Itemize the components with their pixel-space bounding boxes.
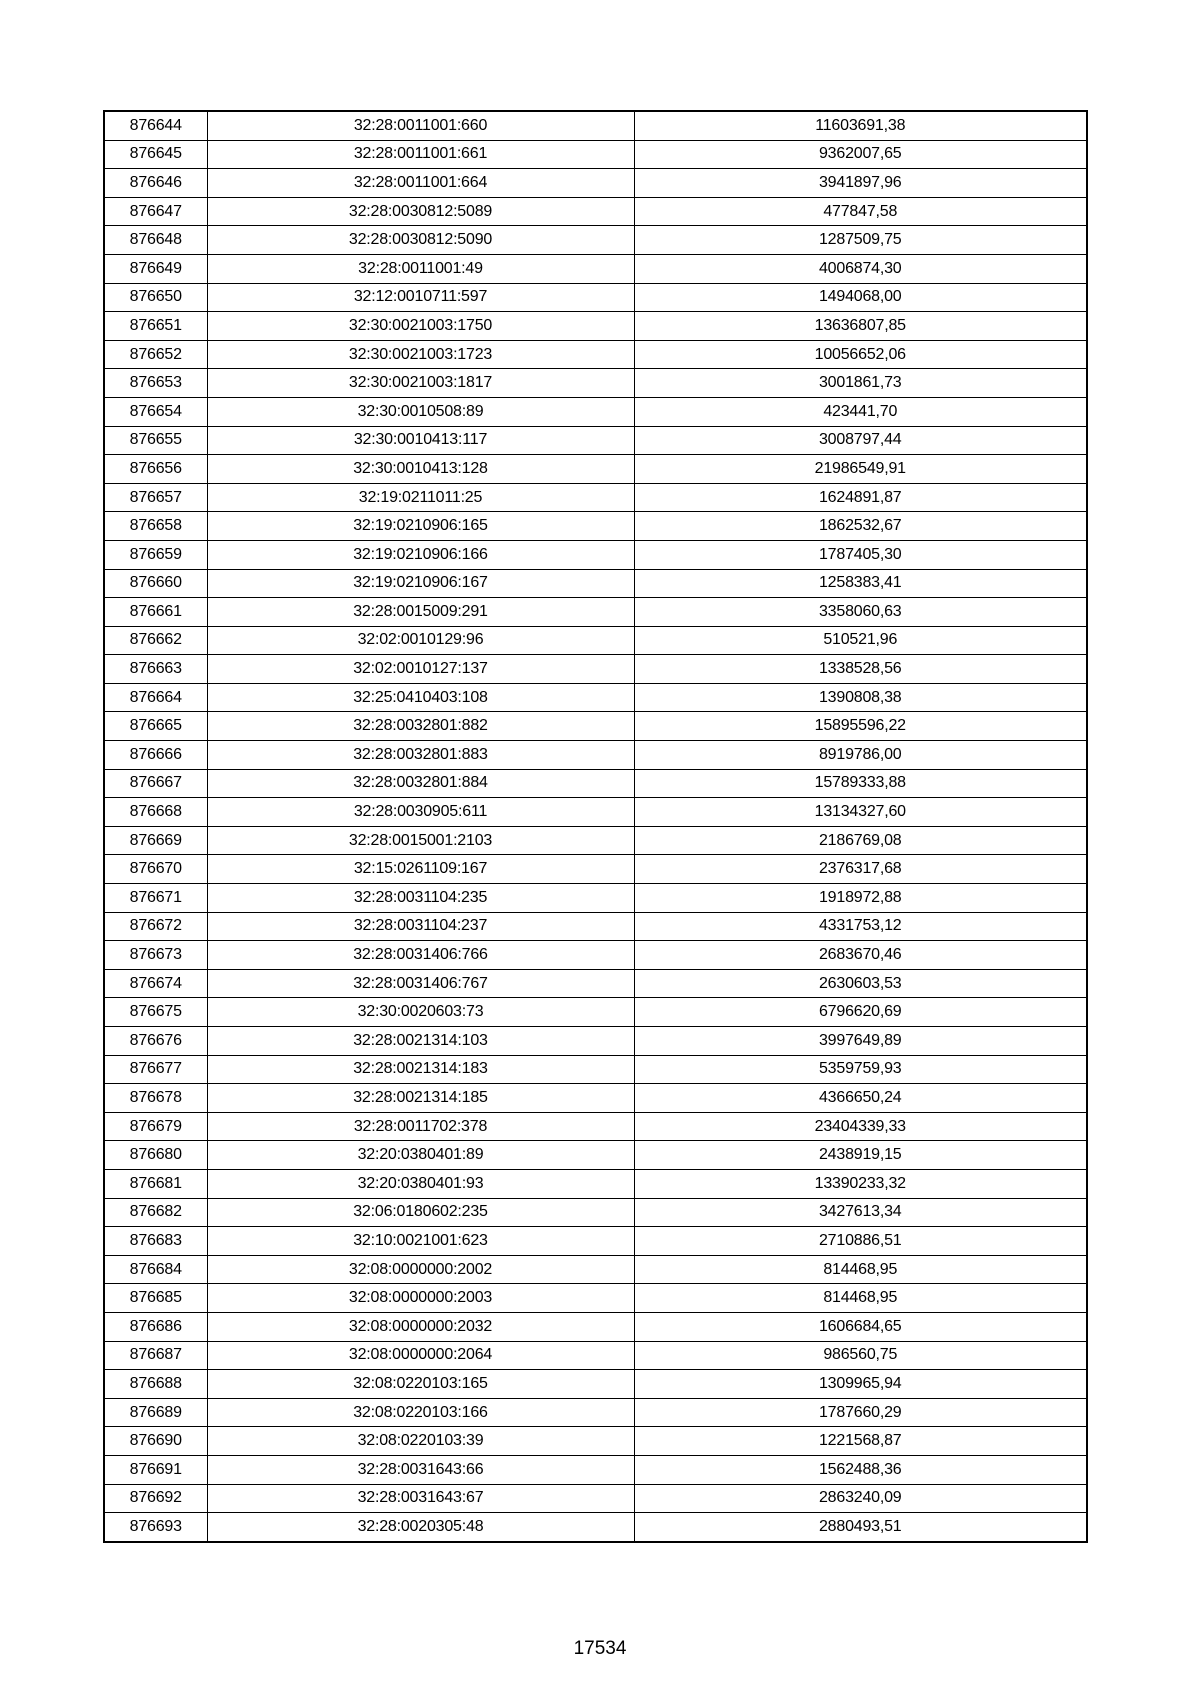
record-number-cell: 876657 bbox=[104, 483, 207, 512]
cadastral-number-cell: 32:30:0021003:1750 bbox=[207, 312, 634, 341]
cadastral-value-cell: 1606684,65 bbox=[634, 1312, 1087, 1341]
cadastral-number-cell: 32:25:0410403:108 bbox=[207, 683, 634, 712]
table-row bbox=[104, 140, 1087, 169]
table-row bbox=[104, 1341, 1087, 1370]
table-row bbox=[104, 1055, 1087, 1084]
table-row bbox=[104, 1513, 1087, 1542]
cadastral-value-cell: 2630603,53 bbox=[634, 969, 1087, 998]
table-row bbox=[104, 826, 1087, 855]
cadastral-number-cell: 32:30:0020603:73 bbox=[207, 998, 634, 1027]
cadastral-number-cell: 32:19:0210906:167 bbox=[207, 569, 634, 598]
cadastral-value-cell: 477847,58 bbox=[634, 197, 1087, 226]
table-row bbox=[104, 912, 1087, 941]
record-number-cell: 876676 bbox=[104, 1027, 207, 1056]
cadastral-value-cell: 2710886,51 bbox=[634, 1227, 1087, 1256]
record-number-cell: 876672 bbox=[104, 912, 207, 941]
record-number-cell: 876675 bbox=[104, 998, 207, 1027]
cadastral-value-cell: 814468,95 bbox=[634, 1255, 1087, 1284]
table-row bbox=[104, 369, 1087, 398]
cadastral-number-cell: 32:28:0031104:237 bbox=[207, 912, 634, 941]
cadastral-value-cell: 3941897,96 bbox=[634, 169, 1087, 198]
cadastral-number-cell: 32:02:0010129:96 bbox=[207, 626, 634, 655]
table-row bbox=[104, 998, 1087, 1027]
table-row bbox=[104, 397, 1087, 426]
cadastral-number-cell: 32:08:0000000:2003 bbox=[207, 1284, 634, 1313]
record-number-cell: 876690 bbox=[104, 1427, 207, 1456]
record-number-cell: 876648 bbox=[104, 226, 207, 255]
cadastral-value-cell: 814468,95 bbox=[634, 1284, 1087, 1313]
table-row bbox=[104, 1198, 1087, 1227]
table-row bbox=[104, 1312, 1087, 1341]
table-row bbox=[104, 626, 1087, 655]
cadastral-number-cell: 32:30:0021003:1817 bbox=[207, 369, 634, 398]
table-row bbox=[104, 598, 1087, 627]
record-number-cell: 876688 bbox=[104, 1370, 207, 1399]
table-row bbox=[104, 169, 1087, 198]
record-number-cell: 876683 bbox=[104, 1227, 207, 1256]
table-row bbox=[104, 1255, 1087, 1284]
table-row bbox=[104, 197, 1087, 226]
cadastral-value-cell: 2880493,51 bbox=[634, 1513, 1087, 1542]
cadastral-value-cell: 1787405,30 bbox=[634, 540, 1087, 569]
cadastral-number-cell: 32:28:0032801:882 bbox=[207, 712, 634, 741]
cadastral-value-cell: 13636807,85 bbox=[634, 312, 1087, 341]
cadastral-value-cell: 5359759,93 bbox=[634, 1055, 1087, 1084]
cadastral-number-cell: 32:10:0021001:623 bbox=[207, 1227, 634, 1256]
table-row bbox=[104, 455, 1087, 484]
cadastral-number-cell: 32:28:0032801:883 bbox=[207, 741, 634, 770]
table-row bbox=[104, 1027, 1087, 1056]
cadastral-number-cell: 32:20:0380401:93 bbox=[207, 1169, 634, 1198]
record-number-cell: 876691 bbox=[104, 1455, 207, 1484]
table-row bbox=[104, 655, 1087, 684]
cadastral-value-cell: 510521,96 bbox=[634, 626, 1087, 655]
table-row bbox=[104, 1141, 1087, 1170]
table-row bbox=[104, 569, 1087, 598]
cadastral-number-cell: 32:08:0000000:2032 bbox=[207, 1312, 634, 1341]
cadastral-number-cell: 32:08:0000000:2064 bbox=[207, 1341, 634, 1370]
record-number-cell: 876692 bbox=[104, 1484, 207, 1513]
table-row bbox=[104, 512, 1087, 541]
cadastral-value-cell: 1862532,67 bbox=[634, 512, 1087, 541]
cadastral-number-cell: 32:28:0031104:235 bbox=[207, 884, 634, 913]
cadastral-number-cell: 32:28:0031643:66 bbox=[207, 1455, 634, 1484]
cadastral-value-cell: 1221568,87 bbox=[634, 1427, 1087, 1456]
cadastral-value-cell: 3001861,73 bbox=[634, 369, 1087, 398]
table-row bbox=[104, 111, 1087, 140]
cadastral-value-cell: 3008797,44 bbox=[634, 426, 1087, 455]
cadastral-number-cell: 32:20:0380401:89 bbox=[207, 1141, 634, 1170]
table-row bbox=[104, 283, 1087, 312]
record-number-cell: 876646 bbox=[104, 169, 207, 198]
cadastral-value-cell: 4366650,24 bbox=[634, 1084, 1087, 1113]
cadastral-number-cell: 32:08:0220103:166 bbox=[207, 1398, 634, 1427]
record-number-cell: 876651 bbox=[104, 312, 207, 341]
cadastral-number-cell: 32:28:0031406:766 bbox=[207, 941, 634, 970]
record-number-cell: 876652 bbox=[104, 340, 207, 369]
table-row bbox=[104, 884, 1087, 913]
cadastral-number-cell: 32:30:0010413:128 bbox=[207, 455, 634, 484]
page-number: 17534 bbox=[573, 1638, 627, 1659]
record-number-cell: 876689 bbox=[104, 1398, 207, 1427]
cadastral-value-cell: 13390233,32 bbox=[634, 1169, 1087, 1198]
record-number-cell: 876649 bbox=[104, 254, 207, 283]
record-number-cell: 876664 bbox=[104, 683, 207, 712]
cadastral-value-cell: 3427613,34 bbox=[634, 1198, 1087, 1227]
cadastral-number-cell: 32:08:0000000:2002 bbox=[207, 1255, 634, 1284]
cadastral-number-cell: 32:28:0011001:661 bbox=[207, 140, 634, 169]
record-number-cell: 876654 bbox=[104, 397, 207, 426]
table-row bbox=[104, 769, 1087, 798]
record-number-cell: 876655 bbox=[104, 426, 207, 455]
record-number-cell: 876658 bbox=[104, 512, 207, 541]
cadastral-value-cell: 2683670,46 bbox=[634, 941, 1087, 970]
cadastral-value-cell: 13134327,60 bbox=[634, 798, 1087, 827]
table-row bbox=[104, 712, 1087, 741]
record-number-cell: 876659 bbox=[104, 540, 207, 569]
cadastral-number-cell: 32:28:0032801:884 bbox=[207, 769, 634, 798]
cadastral-value-table bbox=[103, 110, 1088, 1543]
cadastral-value-cell: 1562488,36 bbox=[634, 1455, 1087, 1484]
record-number-cell: 876673 bbox=[104, 941, 207, 970]
cadastral-value-cell: 1494068,00 bbox=[634, 283, 1087, 312]
table-row bbox=[104, 1427, 1087, 1456]
cadastral-value-cell: 3358060,63 bbox=[634, 598, 1087, 627]
cadastral-value-cell: 4331753,12 bbox=[634, 912, 1087, 941]
table-row bbox=[104, 969, 1087, 998]
record-number-cell: 876684 bbox=[104, 1255, 207, 1284]
cadastral-number-cell: 32:28:0011001:660 bbox=[207, 111, 634, 140]
cadastral-number-cell: 32:19:0210906:165 bbox=[207, 512, 634, 541]
cadastral-value-cell: 9362007,65 bbox=[634, 140, 1087, 169]
table-row bbox=[104, 741, 1087, 770]
cadastral-value-cell: 1338528,56 bbox=[634, 655, 1087, 684]
table-row bbox=[104, 1112, 1087, 1141]
record-number-cell: 876685 bbox=[104, 1284, 207, 1313]
cadastral-number-cell: 32:08:0220103:165 bbox=[207, 1370, 634, 1399]
cadastral-value-cell: 21986549,91 bbox=[634, 455, 1087, 484]
cadastral-number-cell: 32:28:0021314:183 bbox=[207, 1055, 634, 1084]
cadastral-value-cell: 2376317,68 bbox=[634, 855, 1087, 884]
cadastral-number-cell: 32:28:0030812:5090 bbox=[207, 226, 634, 255]
cadastral-number-cell: 32:30:0010508:89 bbox=[207, 397, 634, 426]
cadastral-value-cell: 10056652,06 bbox=[634, 340, 1087, 369]
table-row bbox=[104, 1370, 1087, 1399]
cadastral-value-cell: 4006874,30 bbox=[634, 254, 1087, 283]
cadastral-value-cell: 3997649,89 bbox=[634, 1027, 1087, 1056]
record-number-cell: 876647 bbox=[104, 197, 207, 226]
cadastral-number-cell: 32:28:0015001:2103 bbox=[207, 826, 634, 855]
record-number-cell: 876662 bbox=[104, 626, 207, 655]
cadastral-number-cell: 32:28:0011001:49 bbox=[207, 254, 634, 283]
cadastral-number-cell: 32:28:0020305:48 bbox=[207, 1513, 634, 1542]
record-number-cell: 876679 bbox=[104, 1112, 207, 1141]
cadastral-number-cell: 32:28:0021314:103 bbox=[207, 1027, 634, 1056]
record-number-cell: 876674 bbox=[104, 969, 207, 998]
cadastral-value-cell: 2186769,08 bbox=[634, 826, 1087, 855]
record-number-cell: 876668 bbox=[104, 798, 207, 827]
table-row bbox=[104, 1398, 1087, 1427]
table-row bbox=[104, 1455, 1087, 1484]
record-number-cell: 876663 bbox=[104, 655, 207, 684]
cadastral-number-cell: 32:30:0010413:117 bbox=[207, 426, 634, 455]
table-row bbox=[104, 540, 1087, 569]
table-row bbox=[104, 1284, 1087, 1313]
cadastral-number-cell: 32:30:0021003:1723 bbox=[207, 340, 634, 369]
cadastral-number-cell: 32:28:0011001:664 bbox=[207, 169, 634, 198]
record-number-cell: 876667 bbox=[104, 769, 207, 798]
table-row bbox=[104, 798, 1087, 827]
record-number-cell: 876686 bbox=[104, 1312, 207, 1341]
cadastral-number-cell: 32:06:0180602:235 bbox=[207, 1198, 634, 1227]
table-row bbox=[104, 1169, 1087, 1198]
record-number-cell: 876678 bbox=[104, 1084, 207, 1113]
record-number-cell: 876645 bbox=[104, 140, 207, 169]
cadastral-number-cell: 32:28:0031643:67 bbox=[207, 1484, 634, 1513]
cadastral-number-cell: 32:28:0011702:378 bbox=[207, 1112, 634, 1141]
table-row bbox=[104, 855, 1087, 884]
record-number-cell: 876693 bbox=[104, 1513, 207, 1542]
cadastral-value-cell: 1918972,88 bbox=[634, 884, 1087, 913]
record-number-cell: 876650 bbox=[104, 283, 207, 312]
record-number-cell: 876680 bbox=[104, 1141, 207, 1170]
record-number-cell: 876644 bbox=[104, 111, 207, 140]
cadastral-value-cell: 1624891,87 bbox=[634, 483, 1087, 512]
record-number-cell: 876671 bbox=[104, 884, 207, 913]
cadastral-value-cell: 423441,70 bbox=[634, 397, 1087, 426]
cadastral-value-cell: 986560,75 bbox=[634, 1341, 1087, 1370]
cadastral-value-cell: 15789333,88 bbox=[634, 769, 1087, 798]
cadastral-value-cell: 11603691,38 bbox=[634, 111, 1087, 140]
table-row bbox=[104, 1227, 1087, 1256]
cadastral-number-cell: 32:15:0261109:167 bbox=[207, 855, 634, 884]
record-number-cell: 876677 bbox=[104, 1055, 207, 1084]
table-row bbox=[104, 1084, 1087, 1113]
record-number-cell: 876670 bbox=[104, 855, 207, 884]
cadastral-value-cell: 1258383,41 bbox=[634, 569, 1087, 598]
cadastral-value-cell: 15895596,22 bbox=[634, 712, 1087, 741]
cadastral-number-cell: 32:28:0031406:767 bbox=[207, 969, 634, 998]
table-row bbox=[104, 254, 1087, 283]
cadastral-value-cell: 8919786,00 bbox=[634, 741, 1087, 770]
cadastral-number-cell: 32:19:0211011:25 bbox=[207, 483, 634, 512]
table-row bbox=[104, 226, 1087, 255]
record-number-cell: 876661 bbox=[104, 598, 207, 627]
record-number-cell: 876665 bbox=[104, 712, 207, 741]
table-row bbox=[104, 483, 1087, 512]
cadastral-number-cell: 32:19:0210906:166 bbox=[207, 540, 634, 569]
cadastral-number-cell: 32:28:0015009:291 bbox=[207, 598, 634, 627]
record-number-cell: 876656 bbox=[104, 455, 207, 484]
cadastral-value-cell: 1787660,29 bbox=[634, 1398, 1087, 1427]
cadastral-number-cell: 32:28:0030905:611 bbox=[207, 798, 634, 827]
table-row bbox=[104, 1484, 1087, 1513]
cadastral-value-cell: 2438919,15 bbox=[634, 1141, 1087, 1170]
record-number-cell: 876653 bbox=[104, 369, 207, 398]
record-number-cell: 876669 bbox=[104, 826, 207, 855]
cadastral-value-cell: 1309965,94 bbox=[634, 1370, 1087, 1399]
table-row bbox=[104, 426, 1087, 455]
table-row bbox=[104, 312, 1087, 341]
record-number-cell: 876681 bbox=[104, 1169, 207, 1198]
record-number-cell: 876682 bbox=[104, 1198, 207, 1227]
table-row bbox=[104, 683, 1087, 712]
cadastral-number-cell: 32:28:0030812:5089 bbox=[207, 197, 634, 226]
record-number-cell: 876666 bbox=[104, 741, 207, 770]
cadastral-value-cell: 6796620,69 bbox=[634, 998, 1087, 1027]
record-number-cell: 876687 bbox=[104, 1341, 207, 1370]
cadastral-number-cell: 32:12:0010711:597 bbox=[207, 283, 634, 312]
table-row bbox=[104, 340, 1087, 369]
table-row bbox=[104, 941, 1087, 970]
table-body bbox=[104, 111, 1087, 1542]
cadastral-value-cell: 1390808,38 bbox=[634, 683, 1087, 712]
record-number-cell: 876660 bbox=[104, 569, 207, 598]
cadastral-value-cell: 1287509,75 bbox=[634, 226, 1087, 255]
cadastral-number-cell: 32:02:0010127:137 bbox=[207, 655, 634, 684]
cadastral-number-cell: 32:08:0220103:39 bbox=[207, 1427, 634, 1456]
cadastral-number-cell: 32:28:0021314:185 bbox=[207, 1084, 634, 1113]
cadastral-value-cell: 2863240,09 bbox=[634, 1484, 1087, 1513]
cadastral-value-cell: 23404339,33 bbox=[634, 1112, 1087, 1141]
